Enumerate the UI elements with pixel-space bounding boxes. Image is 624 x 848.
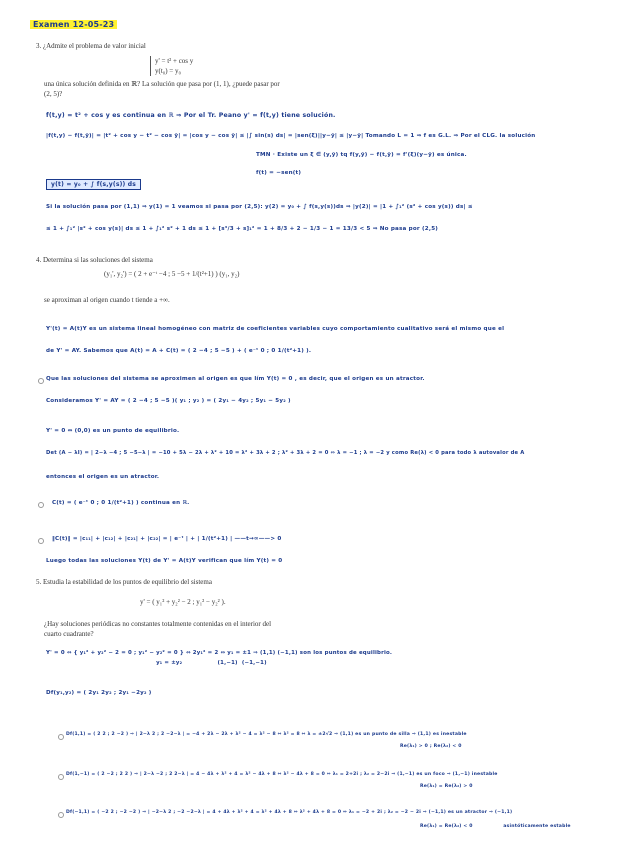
p5-item-1-note: Re(λ₁) > 0 ; Re(λ₂) < 0 xyxy=(400,744,462,749)
p3-line-5: Si la solución pasa por (1,1) ⇒ y(1) = 1 veamos si pasa por (2,5): y(2) = y₀ + ∫ f(s,y(s))ds ⇒ |y(2)| = |1 + ∫₁² (s² + cos y(s)) ds| ≤ xyxy=(46,204,473,210)
problem-4-system: (y₁', y₂') = ( 2 + e⁻ᵗ −4 ; 5 −5 + 1/(t²+1) ) (y₁, y₂) xyxy=(104,270,240,278)
system-line-1: y' = t² + cos y xyxy=(155,57,194,65)
system-line-2: y(t₀) = y₀ xyxy=(155,67,181,75)
p4-line-9: ‖C(t)‖ = |c₁₁| + |c₁₂| + |c₂₁| + |c₂₂| = | e⁻ᵗ | + | 1/(t²+1) | ——t→∞——> 0 xyxy=(52,536,282,542)
p5-item-3: Df(−1,1) = ( −2 2 ; −2 −2 ) ⇒ | −2−λ 2 ; −2 −2−λ | = 4 + 4λ + λ² + 4 = λ² + 4λ + 8 ⇔ λ² + 4λ + 8 = 0 ⇔ λ₁ = −2 + 2i ; λ₂ = −2 − 2i ⇒ (−1,1) es un atractor ⇒ (−1,1) xyxy=(66,810,513,815)
p3-integral-formula: y(t) = y₀ + ∫ f(s,y(s)) ds xyxy=(46,181,141,188)
p5-item-2-note: Re(λ₁) = Re(λ₂) > 0 xyxy=(420,784,473,789)
p4-line-4: Consideramos Y' = AY = ( 2 −4 ; 5 −5 )( y₁ ; y₂ ) = ( 2y₁ − 4y₂ ; 5y₁ − 5y₂ ) xyxy=(46,398,291,404)
p4-line-3: Que las soluciones del sistema se aproximen al origen es que lím Y(t) = 0 , es decir, que el origen es un atractor. xyxy=(46,376,425,382)
problem-3-statement-3: (2, 5)? xyxy=(44,90,63,98)
p3-line-4: f(t) = −sen(t) xyxy=(256,170,302,176)
p3-line-6: ≤ 1 + ∫₁² |s² + cos y(s)| ds ≤ 1 + ∫₁² s² + 1 ds ≤ 1 + [s³/3 + s]₁² = 1 + 8/3 + 2 − 1/3 − 1 = 13/3 < 5 ⇒ No pasa por (2,5) xyxy=(46,226,439,232)
bullet xyxy=(38,502,44,508)
bullet xyxy=(38,378,44,384)
problem-5-question-2: cuarto cuadrante? xyxy=(44,630,94,638)
bullet xyxy=(38,538,44,544)
problem-5-system: y' = ( y₁² + y₂² − 2 ; y₁² − y₂² ). xyxy=(140,598,226,606)
p4-line-7: entonces el origen es un atractor. xyxy=(46,474,160,480)
bullet xyxy=(58,734,64,740)
p5-item-1: Df(1,1) = ( 2 2 ; 2 −2 ) ⇒ | 2−λ 2 ; 2 −2−λ | = −4 + 2λ − 2λ + λ² − 4 = λ² − 8 ⇔ λ² = 8 ⇔ λ = ±2√2 ⇒ (1,1) es un punto de silla ⇒ (1,1) es inestable xyxy=(66,732,467,737)
p3-line-1: f(t,y) = t² + cos y es continua en ℝ ⇒ Por el Tr. Peano y' = f(t,y) tiene solución. xyxy=(46,112,336,119)
p5-line-1b: y₁ = ±y₂ (1,−1) (−1,−1) xyxy=(46,660,267,666)
p5-line-1: Y' = 0 ⇔ { y₁² + y₂² − 2 = 0 ; y₁² − y₂² = 0 } ⇔ 2y₁² = 2 ⇔ y₁ = ±1 ⇒ (1,1) (−1,1) son los puntos de equilibrio. xyxy=(46,650,393,656)
problem-5-statement: 5. Estudia la estabilidad de los puntos de equilibrio del sistema xyxy=(36,578,212,586)
p4-line-10: Luego todas las soluciones Y(t) de Y' = A(t)Y verifican que lím Y(t) = 0 xyxy=(46,558,283,564)
bullet xyxy=(58,812,64,818)
p5-jacobian: Df(y₁,y₂) = ( 2y₁ 2y₂ ; 2y₁ −2y₂ ) xyxy=(46,690,152,696)
p4-line-6: Det (A − λI) = | 2−λ −4 ; 5 −5−λ | = −10 + 5λ − 2λ + λ² + 10 = λ² + 3λ + 2 ; λ² + 3λ + 2 = 0 ⇔ λ = −1 ; λ = −2 y como Re(λ) < 0 para todo λ autovalor de A xyxy=(46,450,525,456)
problem-4-statement: 4. Determina si las soluciones del sistema xyxy=(36,256,153,264)
p5-item-3-note: Re(λ₁) = Re(λ₂) < 0 asintóticamente estable xyxy=(420,824,571,829)
problem-3-system xyxy=(150,56,193,76)
problem-5-question-1: ¿Hay soluciones periódicas no constantes totalmente contenidas en el interior del xyxy=(44,620,272,628)
p3-line-2: |f(t,y) − f(t,ȳ)| = |t² + cos y − t² − cos ȳ| = |cos y − cos ȳ| ≤ |∫ sin(s) ds| = |sen(ξ)||y−ȳ| ≤ |y−ȳ| Tomando L = 1 ⇒ f es G.L. ⇒ Por el CLG. la solución xyxy=(46,133,536,139)
p4-line-2: de Y' = AY. Sabemos que A(t) = A + C(t) = ( 2 −4 ; 5 −5 ) + ( e⁻ᵗ 0 ; 0 1/(t²+1) ). xyxy=(46,348,312,354)
p5-item-2: Df(1,−1) = ( 2 −2 ; 2 2 ) ⇒ | 2−λ −2 ; 2 2−λ | = 4 − 4λ + λ² + 4 = λ² − 4λ + 8 ⇔ λ² − 4λ + 8 = 0 ⇔ λ₁ = 2+2i ; λ₂ = 2−2i ⇒ (1,−1) es un foco ⇒ (1,−1) inestable xyxy=(66,772,498,777)
p4-line-8: C(t) = ( e⁻ᵗ 0 ; 0 1/(t²+1) ) continua en ℝ. xyxy=(52,500,190,506)
p3-line-3: TMN · Existe un ξ ∈ (y,ȳ) tq f(y,ȳ) − f(t,ȳ) = f'(ξ)(y−ȳ) es única. xyxy=(256,152,467,158)
problem-3-statement-2: una única solución definida en ℝ? La solución que pasa por (1, 1), ¿puede pasar por xyxy=(44,80,280,88)
problem-4-statement-2: se aproximan al origen cuando t tiende a +∞. xyxy=(44,296,170,304)
p4-line-1: Y'(t) = A(t)Y es un sistema lineal homogéneo con matriz de coeficientes variables cuyo comportamiento cualitativo será el mismo que el xyxy=(46,326,505,332)
bullet xyxy=(58,774,64,780)
page-title: Examen 12-05-23 xyxy=(30,20,117,29)
problem-3-statement: 3. ¿Admite el problema de valor inicial xyxy=(36,42,146,50)
p4-line-5: Y' = 0 ⇔ (0,0) es un punto de equilibrio. xyxy=(46,428,180,434)
